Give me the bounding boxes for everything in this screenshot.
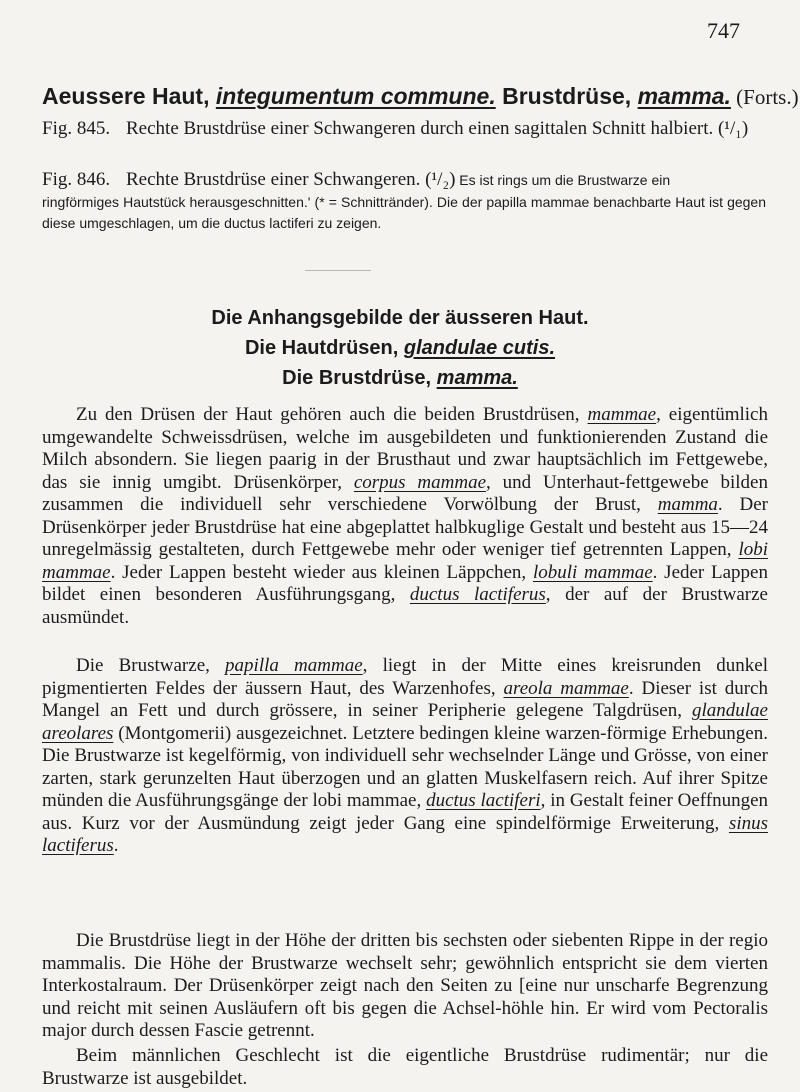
paragraph-4: Beim männlichen Geschlecht ist die eigentliche Brustdrüse rudimentär; nur die Brustwarze ist ausgebildet. <box>42 1045 768 1089</box>
figure-caption-text: Rechte Brustdrüse einer Schwangeren durch einen sagittalen Schnitt halbiert. (¹/₁) <box>126 118 749 139</box>
header-latin-1: integumentum commune. <box>215 83 496 109</box>
text-run: . Der Drüsenkörper jeder Brustdrüse hat eine abgeplattet halbkuglige Gestalt und besteht aus 15—24 unregelmässig gestalteten, durch Fettgewebe mehr oder weniger tief getrennten Lappen, <box>42 494 768 560</box>
latin-term: mammae <box>587 404 657 425</box>
text-run: . Dieser ist durch Mangel an Fett und durch grössere, in seiner Peripherie gelegene Talgdrüsen, <box>42 677 768 721</box>
figure-caption-846 <box>42 167 766 234</box>
latin-term: lobuli mammae <box>532 561 653 583</box>
paragraph-1 <box>42 404 768 629</box>
header-latin-2: mamma. <box>637 83 731 109</box>
text-run: , in Gestalt feiner Oeffnungen aus. Kurz vor der Ausmündung zeigt jeder Gang eine spindelförmige Erweiterung, <box>42 790 769 834</box>
subtitle-latin: mamma. <box>436 367 518 389</box>
figure-number: Fig. 846. <box>42 169 111 190</box>
stray-mark <box>305 270 371 271</box>
running-header <box>42 82 799 111</box>
subtitle-text: Die Hautdrüsen, <box>244 337 404 359</box>
latin-term: papilla mammae <box>225 655 363 676</box>
text-run: , und Unterhaut-fettgewebe bilden zusammen die individuell sehr verschiedene Vorwölbung der Brust, <box>42 471 768 515</box>
header-text-1: Aeussere Haut, <box>42 83 216 109</box>
paragraph-2 <box>42 655 768 858</box>
section-subtitle-2 <box>0 366 800 390</box>
figure-number: Fig. 845. <box>42 118 111 139</box>
latin-term: sinus lactiferus <box>42 812 768 856</box>
text-run: , der auf der Brustwarze ausmündet. <box>42 584 768 628</box>
header-forts: (Forts.) <box>730 85 799 109</box>
text-run: Zu den Drüsen der Haut gehören auch die beiden Brustdrüsen, <box>76 404 588 425</box>
figure-caption-text: Rechte Brustdrüse einer Schwangeren. (¹/₂) <box>126 169 456 190</box>
subtitle-latin: glandulae cutis. <box>403 337 556 359</box>
header-text-2: Brustdrüse, <box>495 83 638 109</box>
latin-term: glandulae areolares <box>42 700 768 744</box>
text-run: . Jeder Lappen besteht wieder aus kleinen Läppchen, <box>110 561 533 583</box>
latin-term: ductus lactiferi <box>426 790 541 811</box>
text-run: (Montgomerii) ausgezeichnet. Letztere bedingen kleine warzen-förmige Erhebungen. Die Brustwarze ist kegelförmig, von individuell sehr wechselnder Länge und Grösse, von einer zarten, stark gerunzelten Haut überzogen und an glatten Muskelfasern reich. Auf ihrer Spitze münden die Ausführungsgänge der lobi mammae, <box>42 722 768 811</box>
latin-term: areola mammae <box>503 677 629 699</box>
latin-term: corpus mammae <box>353 471 487 493</box>
latin-term: lobi mammae <box>42 539 768 583</box>
figure-caption-845 <box>42 116 766 141</box>
section-subtitle <box>0 336 800 360</box>
figure-caption-small: Es ist rings um die Brustwarze ein <box>455 172 671 188</box>
text-run: Die Brustwarze, <box>76 655 226 676</box>
latin-term: ductus lactiferus <box>409 584 546 605</box>
text-run: , liegt in der Mitte eines kreisrunden dunkel pigmentierten Feldes der äussern Haut, des Warzenhofes, <box>42 655 768 699</box>
text-run: , eigentümlich umgewandelte Schweissdrüsen, welche im ausgebildeten und funktionierenden Zustand die Milch absondern. Sie liegen paarig in der Brusthaut und zwar hauptsächlich im Fettgewebe, das sie innig umgibt. Drüsenkörper, <box>42 404 768 493</box>
paragraph-3: Die Brustdrüse liegt in der Höhe der dritten bis sechsten oder siebenten Rippe in der regio mammalis. Die Höhe der Brustwarze wechselt sehr; gewöhnlich entspricht sie dem vierten Interkostalraum. Der Drüsenkörper zeigt nach den Seiten zu [eine nur unscharfe Begrenzung und reicht mit seinen Ausläufern oft bis gegen die Achsel-höhle hin. Er wird vom Pectoralis major durch dessen Fascie getrennt. <box>42 930 768 1041</box>
text-run: . <box>113 835 119 856</box>
subtitle-text: Die Brustdrüse, <box>282 367 437 389</box>
latin-term: mamma <box>657 494 718 515</box>
text-run: . Jeder Lappen bildet einen besonderen Ausführungsgang, <box>42 561 768 605</box>
page-number: 747 <box>707 18 740 43</box>
section-title: Die Anhangsgebilde der äusseren Haut. <box>211 307 589 329</box>
figure-caption-small-rest: ringförmiges Hautstück herausgeschnitten.' (* = Schnittränder). Die der papilla mammae benachbarte Haut ist gegen diese umgeschlagen, um die ductus lactiferi zu zeigen. <box>42 194 766 231</box>
